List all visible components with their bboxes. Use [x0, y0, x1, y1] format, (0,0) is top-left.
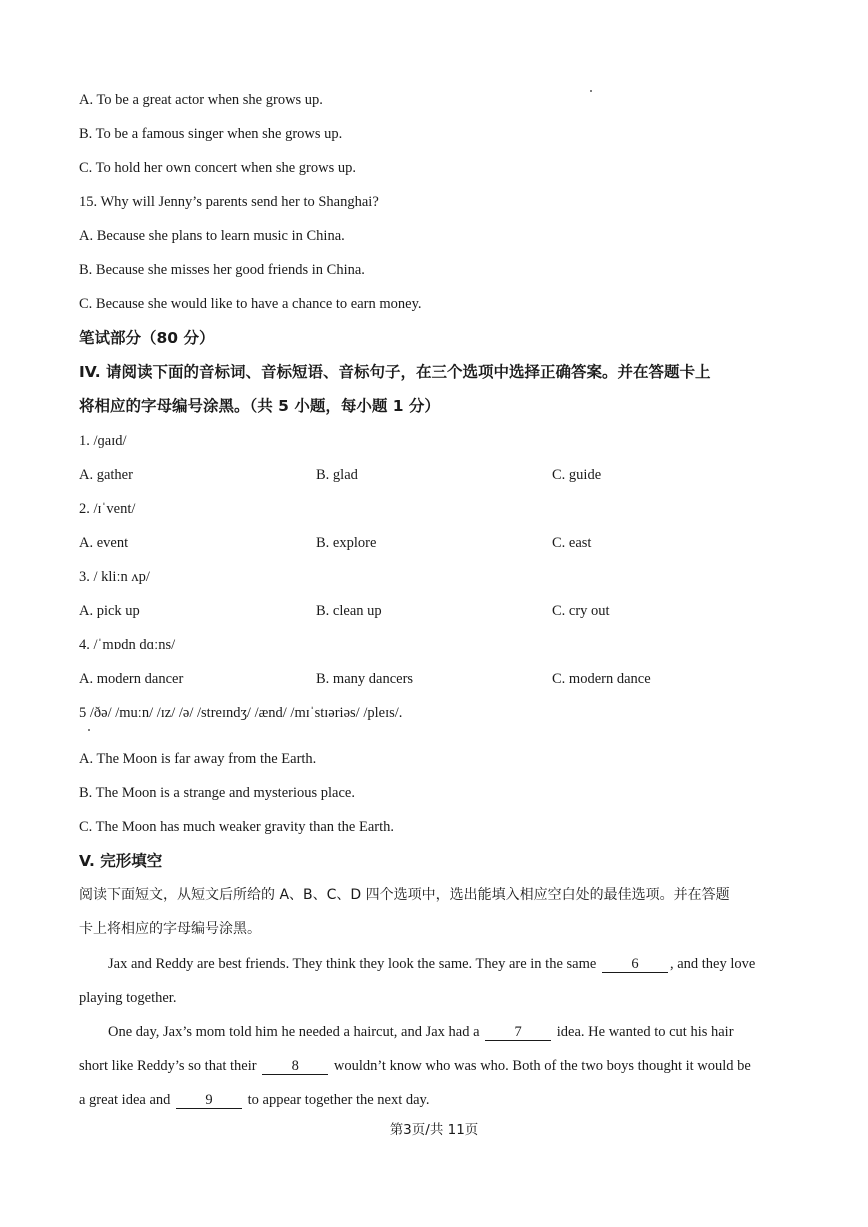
- passage-text: idea. He wanted to cut his hair: [556, 1024, 734, 1040]
- phonetic-q1-option-c: C. guide: [552, 467, 602, 483]
- phonetic-q1-option-a: A. gather: [79, 467, 133, 483]
- phonetic-q1-prompt: 1. /ɡaɪd/: [79, 433, 127, 449]
- phonetic-q3-prompt: 3. / kliːn ʌp/: [79, 569, 150, 585]
- phonetic-q2-prompt: 2. /ɪˈvent/: [79, 501, 136, 517]
- section-5-title: V. 完形填空: [79, 852, 163, 870]
- section-4-title-line1: IV. 请阅读下面的音标词、音标短语、音标句子，在三个选项中选择正确答案。并在答题卡上: [79, 363, 711, 381]
- section-5-instruction-line1: 阅读下面短文，从短文后所给的 A、B、C、D 四个选项中，选出能填入相应空白处的最佳选项。并在答题: [79, 887, 730, 903]
- phonetic-q3-option-c: C. cry out: [552, 603, 610, 619]
- scan-speck: [88, 729, 90, 731]
- phonetic-q4-option-c: C. modern dance: [552, 671, 651, 687]
- written-part-title: 笔试部分（80 分）: [79, 329, 215, 347]
- passage-text: One day, Jax’s mom told him he needed a haircut, and Jax had a: [108, 1024, 480, 1040]
- section-4-title-line2: 将相应的字母编号涂黑。（共 5 小题，每小题 1 分）: [79, 397, 440, 415]
- phonetic-q5-option-a: A. The Moon is far away from the Earth.: [79, 751, 317, 767]
- option-c: C. To hold her own concert when she grows up.: [79, 160, 356, 176]
- cloze-blank-6[interactable]: 6: [602, 956, 668, 973]
- phonetic-q4-prompt: 4. /ˈmɒdn dɑːns/: [79, 637, 176, 653]
- passage-text: wouldn’t know who was who. Both of the two boys thought it would be: [333, 1058, 751, 1074]
- cloze-blank-9[interactable]: 9: [176, 1092, 242, 1109]
- phonetic-q5-prompt: 5 /ðə/ /muːn/ /ɪz/ /ə/ /streɪndʒ/ /ænd/ /mɪˈstɪəriəs/ /pleɪs/.: [79, 705, 403, 721]
- option-b: B. To be a famous singer when she grows up.: [79, 126, 343, 142]
- phonetic-q4-option-b: B. many dancers: [316, 671, 414, 687]
- passage-text: to appear together the next day.: [247, 1092, 430, 1108]
- passage-paragraph-2-line2: [79, 1056, 751, 1076]
- q15-option-a: A. Because she plans to learn music in China.: [79, 228, 345, 244]
- phonetic-q2-option-a: A. event: [79, 535, 129, 551]
- phonetic-q5-option-c: C. The Moon has much weaker gravity than the Earth.: [79, 819, 395, 835]
- page-number-footer: 第3页/共 11页: [389, 1122, 479, 1138]
- passage-paragraph-1-line1: [108, 954, 755, 974]
- phonetic-q5-option-b: B. The Moon is a strange and mysterious place.: [79, 785, 355, 801]
- passage-text: , and they love: [669, 956, 756, 972]
- passage-paragraph-1-line2: playing together.: [79, 990, 177, 1006]
- q15-option-c: C. Because she would like to have a chance to earn money.: [79, 296, 422, 312]
- phonetic-q3-option-a: A. pick up: [79, 603, 140, 619]
- cloze-blank-8[interactable]: 8: [262, 1058, 328, 1075]
- question-15: 15. Why will Jenny’s parents send her to Shanghai?: [79, 194, 379, 210]
- phonetic-q2-option-b: B. explore: [316, 535, 377, 551]
- passage-paragraph-2-line1: [108, 1022, 734, 1042]
- phonetic-q4-option-a: A. modern dancer: [79, 671, 184, 687]
- phonetic-q2-option-c: C. east: [552, 535, 592, 551]
- passage-text: short like Reddy’s so that their: [79, 1058, 257, 1074]
- section-5-instruction-line2: 卡上将相应的字母编号涂黑。: [79, 921, 261, 937]
- q15-option-b: B. Because she misses her good friends in China.: [79, 262, 365, 278]
- passage-paragraph-2-line3: [79, 1090, 430, 1110]
- passage-text: Jax and Reddy are best friends. They think they look the same. They are in the same: [108, 956, 597, 972]
- phonetic-q1-option-b: B. glad: [316, 467, 358, 483]
- option-a: A. To be a great actor when she grows up.: [79, 92, 323, 108]
- phonetic-q3-option-b: B. clean up: [316, 603, 382, 619]
- cloze-blank-7[interactable]: 7: [485, 1024, 551, 1041]
- passage-text: a great idea and: [79, 1092, 171, 1108]
- scan-speck: [590, 90, 592, 92]
